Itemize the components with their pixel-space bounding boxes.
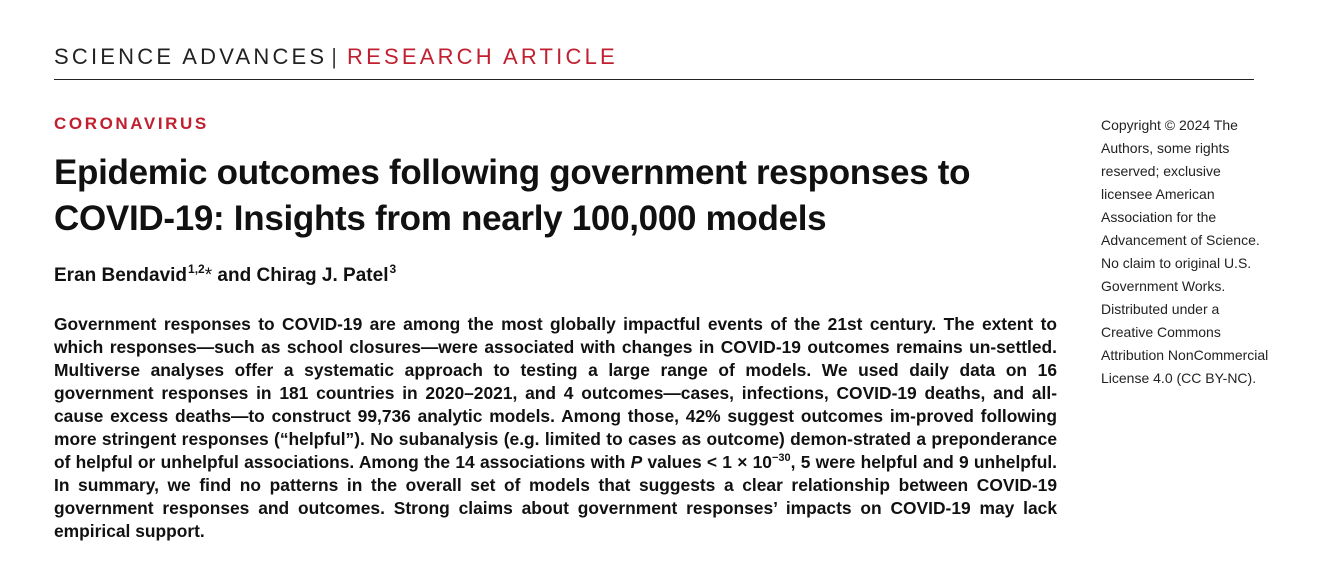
abstract-text: Government responses to COVID-19 are among the most globally impactful events of the 21st century. The extent to which responses—such as school closures—were associated with changes in COVID-19 outcomes remains un-settled. Multiverse analyses offer a systematic approach to testing a large range of models. We used daily data on 16 government responses in 181 countries in 2020–2021, and 4 outcomes—cases, infections, COVID-19 deaths, and all-cause excess deaths—to construct 99,736 analytic models. Among those, 42% suggest outcomes im-proved following more stringent responses (“helpful”). No subanalysis (e.g. limited to cases as outcome) demon-strated a preponderance of helpful or unhelpful associations. Among the 14 associations with: [54, 314, 1057, 472]
journal-name: SCIENCE ADVANCES: [54, 44, 328, 69]
abstract-text: , 5 were helpful and 9 unhelpful. In summary, we find no patterns in the overall set of models that suggests a clear relationship between COVID-19 government responses and outcomes. Strong claims about government responses’ impacts on COVID-19 may lack empirical support.: [54, 452, 1057, 541]
copyright-notice: Copyright © 2024 The Authors, some rights reserved; exclusive licensee American Association for the Advancement of Science. No claim to original U.S. Government Works. Distributed under a Creative Commons Attribution NonCommercial License 4.0 (CC BY-NC).: [1101, 117, 1269, 386]
author-conjunction: and: [217, 265, 252, 286]
article-type: RESEARCH ARTICLE: [347, 44, 618, 69]
author-affiliation[interactable]: 3: [389, 262, 397, 276]
author-list: [54, 262, 396, 287]
abstract-text: values < 1 × 10: [642, 452, 772, 472]
corresponding-author-mark: *: [204, 265, 213, 286]
author-affiliation[interactable]: 1,2: [188, 262, 205, 276]
article-title: Epidemic outcomes following government responses to COVID-19: Insights from nearly 100,000 models: [54, 153, 971, 238]
author-name[interactable]: Eran Bendavid: [54, 265, 188, 286]
p-value-symbol: P: [630, 452, 643, 472]
subject-category: CORONAVIRUS: [54, 114, 209, 133]
header-separator: |: [331, 44, 338, 69]
author-name[interactable]: Chirag J. Patel: [256, 265, 389, 286]
exponent: −30: [771, 452, 791, 464]
header-rule: [54, 79, 1254, 80]
journal-header: [54, 44, 618, 70]
abstract: [54, 313, 1057, 543]
